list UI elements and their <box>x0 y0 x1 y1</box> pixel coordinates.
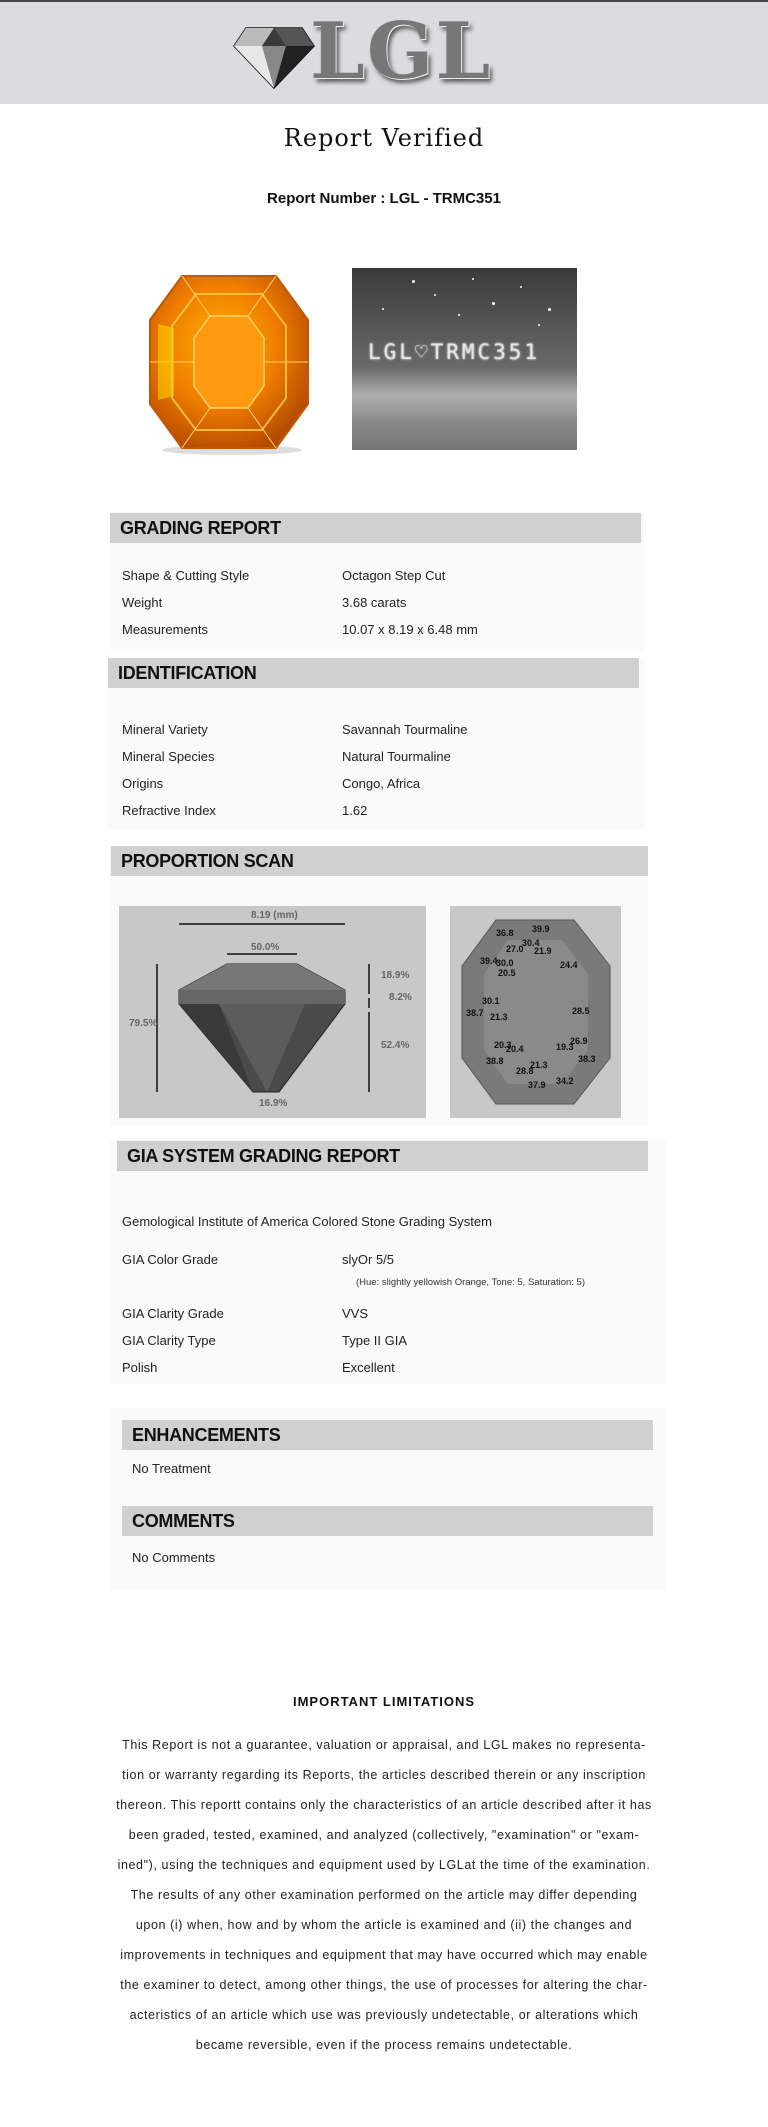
logo-text: LGL <box>310 6 493 97</box>
variety-value: Savannah Tourmaline <box>342 722 468 737</box>
limitations-line: This Report is not a guarantee, valuation or appraisal, and LGL makes no representa- <box>122 1738 646 1752</box>
limitations-line: acteristics of an article which use was previously undetectable, or alterations which <box>129 2008 639 2022</box>
top-value: 20.3 <box>494 1040 512 1050</box>
top-value: 26.9 <box>570 1036 588 1046</box>
gia-clarity-type-label: GIA Clarity Type <box>122 1333 216 1348</box>
top-value: 21.3 <box>490 1012 508 1022</box>
gia-color-label: GIA Color Grade <box>122 1252 219 1267</box>
polish-value: Excellent <box>342 1360 395 1375</box>
weight-label: Weight <box>122 595 163 610</box>
pavilion-label: 52.4% <box>381 1040 410 1051</box>
report-number: Report Number : LGL - TRMC351 <box>267 190 501 207</box>
inscription-text: LGL♡TRMC351 <box>368 340 541 364</box>
limitations-line: ined"), using the techniques and equipment used by LGLat the time of the examination. <box>117 1858 651 1872</box>
gia-color-note: (Hue: slightly yellowish Orange, Tone: 5, Saturation: 5) <box>356 1277 585 1288</box>
grading-report-heading: GRADING REPORT <box>110 513 641 543</box>
top-value: 36.8 <box>496 928 514 938</box>
top-value: 38.3 <box>578 1054 596 1064</box>
shape-value: Octagon Step Cut <box>342 568 446 583</box>
top-value: 19.3 <box>556 1042 574 1052</box>
proportion-side-view <box>119 906 426 1118</box>
top-value: 21.9 <box>534 946 552 956</box>
top-value: 37.9 <box>528 1080 546 1090</box>
top-value: 30.1 <box>482 996 500 1006</box>
proportion-scan-heading: PROPORTION SCAN <box>111 846 648 876</box>
diamond-logo-icon <box>232 22 316 92</box>
top-value: 28.5 <box>572 1006 590 1016</box>
origins-label: Origins <box>122 776 164 791</box>
comments-heading: COMMENTS <box>122 1506 653 1536</box>
total-depth-label: 79.5% <box>129 1018 158 1029</box>
inscription-photo <box>352 268 577 450</box>
top-value: 30.4 <box>522 938 540 948</box>
gia-color-value: slyOr 5/5 <box>342 1252 395 1267</box>
gia-system-text: Gemological Institute of America Colored Stone Grading System <box>122 1214 492 1229</box>
refractive-index-label: Refractive Index <box>122 803 216 818</box>
gia-clarity-label: GIA Clarity Grade <box>122 1306 224 1321</box>
limitations-line: thereon. This reportt contains only the characteristics of an article described after it has <box>116 1798 652 1812</box>
top-value: 27.0 <box>506 944 524 954</box>
measurements-value: 10.07 x 8.19 x 6.48 mm <box>342 622 478 637</box>
variety-label: Mineral Variety <box>122 722 208 737</box>
limitations-line: The results of any other examination performed on the article may differ depending <box>130 1888 638 1902</box>
enhancements-text: No Treatment <box>132 1461 211 1476</box>
limitations-line: improvements in techniques and equipment that may have occurred which may enable <box>120 1948 648 1962</box>
limitations-title: IMPORTANT LIMITATIONS <box>292 1694 476 1709</box>
origins-value: Congo, Africa <box>342 776 421 791</box>
crown-label: 18.9% <box>381 970 410 981</box>
limitations-line: the examiner to detect, among other things, the use of processes for altering the char- <box>120 1978 648 1992</box>
width-label: 8.19 (mm) <box>251 910 298 921</box>
top-value: 21.3 <box>530 1060 548 1070</box>
gem-photo <box>134 268 324 458</box>
header-banner <box>0 0 768 104</box>
identification-heading: IDENTIFICATION <box>108 658 639 688</box>
gia-heading: GIA SYSTEM GRADING REPORT <box>117 1141 648 1171</box>
gia-clarity-value: VVS <box>342 1306 369 1321</box>
top-value: 39.4 <box>480 956 498 966</box>
top-value: 39.9 <box>532 924 550 934</box>
top-value: 38.7 <box>466 1008 484 1018</box>
top-value: 20.4 <box>506 1044 524 1054</box>
limitations-line: upon (i) when, how and by whom the article is examined and (ii) the changes and <box>135 1918 633 1932</box>
top-value: 38.8 <box>486 1056 504 1066</box>
enhancements-heading: ENHANCEMENTS <box>122 1420 653 1450</box>
top-value: 24.4 <box>560 960 578 970</box>
top-value: 34.2 <box>556 1076 574 1086</box>
species-value: Natural Tourmaline <box>342 749 451 764</box>
comments-text: No Comments <box>132 1550 216 1565</box>
measurements-label: Measurements <box>122 622 208 637</box>
girdle-label: 8.2% <box>389 992 412 1003</box>
top-value: 30.0 <box>496 958 514 968</box>
polish-label: Polish <box>122 1360 158 1375</box>
refractive-index-value: 1.62 <box>342 803 368 818</box>
limitations-line: became reversible, even if the process remains undetectable. <box>195 2038 573 2052</box>
top-value: 28.8 <box>516 1066 534 1076</box>
limitations-line: been graded, tested, examined, and analyzed (collectively, "examination" or "exam- <box>128 1828 640 1842</box>
lgl-logo[interactable] <box>232 6 493 98</box>
shape-label: Shape & Cutting Style <box>122 568 250 583</box>
gia-clarity-type-value: Type II GIA <box>342 1333 408 1348</box>
table-label: 50.0% <box>251 942 280 953</box>
proportion-top-view <box>450 906 621 1118</box>
culet-label: 16.9% <box>259 1098 288 1109</box>
top-value: 20.5 <box>498 968 516 978</box>
weight-value: 3.68 carats <box>342 595 407 610</box>
species-label: Mineral Species <box>122 749 215 764</box>
limitations-line: tion or warranty regarding its Reports, the articles described therein or any inscription <box>122 1768 646 1782</box>
page-title: Report Verified <box>283 124 485 152</box>
